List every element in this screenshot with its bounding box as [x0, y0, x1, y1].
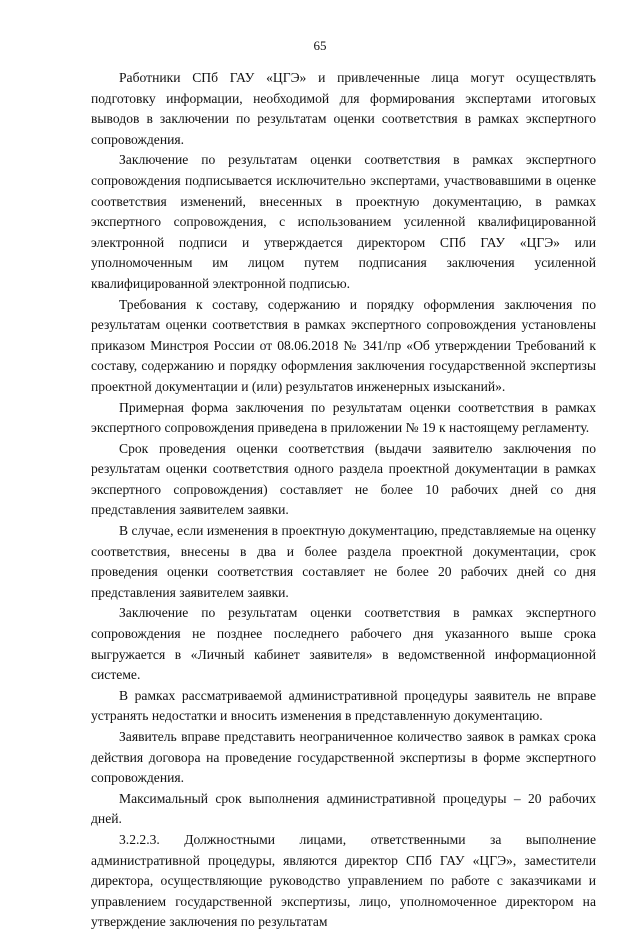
paragraph-signing: Заключение по результатам оценки соответствия в рамках экспертного сопровождения подписывается исключительно экспертами, участвовавшими в оценке соответствия изменений, внесенных в проектную документацию, в рамках экспертного сопровождения, с использованием усиленной квалифицированной электронной подписи и утверждается директором СПб ГАУ «ЦГЭ» или уполномоченным им лицом путем подписания заключения усиленной квалифицированной электронной подписью. — [91, 152, 596, 291]
paragraph-no-changes: В рамках рассматриваемой административной процедуры заявитель не вправе устранять недостатки и вносить изменения в представленную документацию. — [91, 687, 596, 724]
paragraph-officials: 3.2.2.3. Должностными лицами, ответственными за выполнение административной процедуры, являются директор СПб ГАУ «ЦГЭ», заместители директора, осуществляющие руководство управлением по работе с заказчиками и управлением государственной экспертизы, лицо, уполномоченное директором на утверждение заключения по результатам — [91, 831, 596, 930]
document-body — [91, 68, 596, 933]
paragraph-term: Срок проведения оценки соответствия (выдачи заявителю заключения по результатам оценки соответствия одного раздела проектной документации в рамках экспертного сопровождения) составляет не более 10 рабочих дней со дня представления заявителем заявки. — [91, 440, 596, 518]
page-number: 65 — [313, 38, 327, 53]
paragraph-preparation: Работники СПб ГАУ «ЦГЭ» и привлеченные лица могут осуществлять подготовку информации, необходимой для формирования экспертами итоговых выводов в заключении по результатам оценки соответствия в рамках экспертного сопровождения. — [91, 70, 596, 147]
paragraph-requirements: Требования к составу, содержанию и порядку оформления заключения по результатам оценки соответствия в рамках экспертного сопровождения установлены приказом Минстроя России от 08.06.2018 № 341/пр «Об утверждении Требований к составу, содержанию и порядку оформления заключения государственной экспертизы проектной документации и (или) результатов инженерных изысканий». — [91, 296, 596, 394]
paragraph-upload: Заключение по результатам оценки соответствия в рамках экспертного сопровождения не позднее последнего рабочего дня указанного выше срока выгружается в «Личный кабинет заявителя» в ведомственной информационной системе. — [91, 605, 596, 683]
paragraph-unlimited-requests: Заявитель вправе представить неограниченное количество заявок в рамках срока действия договора на проведение государственной экспертизы в форме экспертного сопровождения. — [91, 729, 596, 786]
paragraph-max-term: Максимальный срок выполнения административной процедуры – 20 рабочих дней. — [91, 790, 596, 827]
paragraph-form: Примерная форма заключения по результатам оценки соответствия в рамках экспертного сопровождения приведена в приложении № 19 к настоящему регламенту. — [91, 399, 596, 436]
paragraph-multiple-sections: В случае, если изменения в проектную документацию, представляемые на оценку соответствия, внесены в два и более раздела проектной документации, срок проведения оценки соответствия составляет не более 20 рабочих дней со дня представления заявителем заявки. — [91, 523, 596, 600]
